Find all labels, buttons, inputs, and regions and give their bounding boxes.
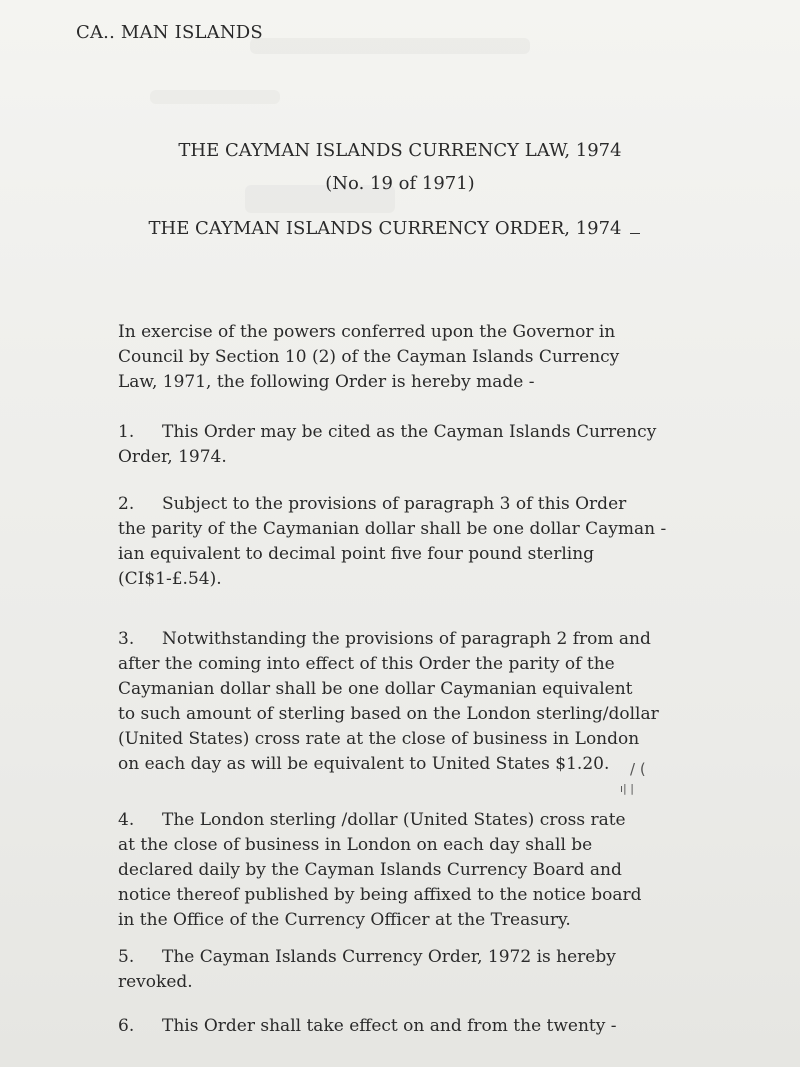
paragraph-line: The Cayman Islands Currency Order, 1972 is hereby <box>162 947 616 967</box>
law-number: (No. 19 of 1971) <box>325 173 475 194</box>
paragraph-number: 4. <box>118 810 135 830</box>
paragraph-line: Order, 1974. <box>118 447 227 467</box>
paragraph-line: revoked. <box>118 972 193 992</box>
bleed-through-smudge <box>250 38 530 54</box>
law-title: THE CAYMAN ISLANDS CURRENCY LAW, 1974 <box>178 140 622 161</box>
order-title <box>0 218 794 239</box>
paragraph-number: 6. <box>118 1016 135 1036</box>
paragraph-line: notice thereof published by being affixed to the notice board <box>118 885 642 905</box>
paragraph-number: 2. <box>118 494 135 514</box>
paragraph-line: the parity of the Caymanian dollar shall be one dollar Cayman - <box>118 519 667 539</box>
paragraph-line: This Order may be cited as the Cayman Islands Currency <box>162 422 657 442</box>
paragraph-number: 3. <box>118 629 135 649</box>
handwritten-mark: ı| | <box>620 782 634 795</box>
paragraph-line: This Order shall take effect on and from the twenty - <box>162 1016 617 1036</box>
paragraph-line: Subject to the provisions of paragraph 3 of this Order <box>162 494 627 514</box>
paragraph-line: at the close of business in London on each day shall be <box>118 835 593 855</box>
paragraph-line: Notwithstanding the provisions of paragraph 2 from and <box>162 629 651 649</box>
paragraph-2 <box>118 492 666 592</box>
intro-paragraph <box>118 320 619 395</box>
paragraph-line: to such amount of sterling based on the London sterling/dollar <box>118 704 659 724</box>
paragraph-6 <box>118 1014 617 1039</box>
paragraph-line: on each day as will be equivalent to United States $1.20. <box>118 754 610 774</box>
paragraph-line: Caymanian dollar shall be one dollar Caymanian equivalent <box>118 679 633 699</box>
document-header: CA.. MAN ISLANDS <box>76 22 263 43</box>
bleed-through-smudge <box>150 90 280 104</box>
paragraph-number: 5. <box>118 947 135 967</box>
handwritten-mark: / ( <box>630 760 646 778</box>
paragraph-number: 1. <box>118 422 135 442</box>
paragraph-1 <box>118 420 656 470</box>
intro-line: Law, 1971, the following Order is hereby made - <box>118 372 535 392</box>
paragraph-line: declared daily by the Cayman Islands Currency Board and <box>118 860 622 880</box>
paragraph-line: The London sterling /dollar (United States) cross rate <box>162 810 626 830</box>
intro-line: Council by Section 10 (2) of the Cayman Islands Currency <box>118 347 620 367</box>
paragraph-line: (CI$1-£.54). <box>118 569 222 589</box>
paragraph-line: (United States) cross rate at the close of business in London <box>118 729 640 749</box>
paragraph-line: after the coming into effect of this Order the parity of the <box>118 654 615 674</box>
order-title-text: THE CAYMAN ISLANDS CURRENCY ORDER, 1974 <box>148 218 622 239</box>
paragraph-5 <box>118 945 616 995</box>
paragraph-3 <box>118 627 659 777</box>
paragraph-line: ian equivalent to decimal point five four pound sterling <box>118 544 595 564</box>
paragraph-line: in the Office of the Currency Officer at the Treasury. <box>118 910 571 930</box>
stray-mark <box>630 233 640 234</box>
intro-line: In exercise of the powers conferred upon the Governor in <box>118 322 616 342</box>
paragraph-4 <box>118 808 642 933</box>
